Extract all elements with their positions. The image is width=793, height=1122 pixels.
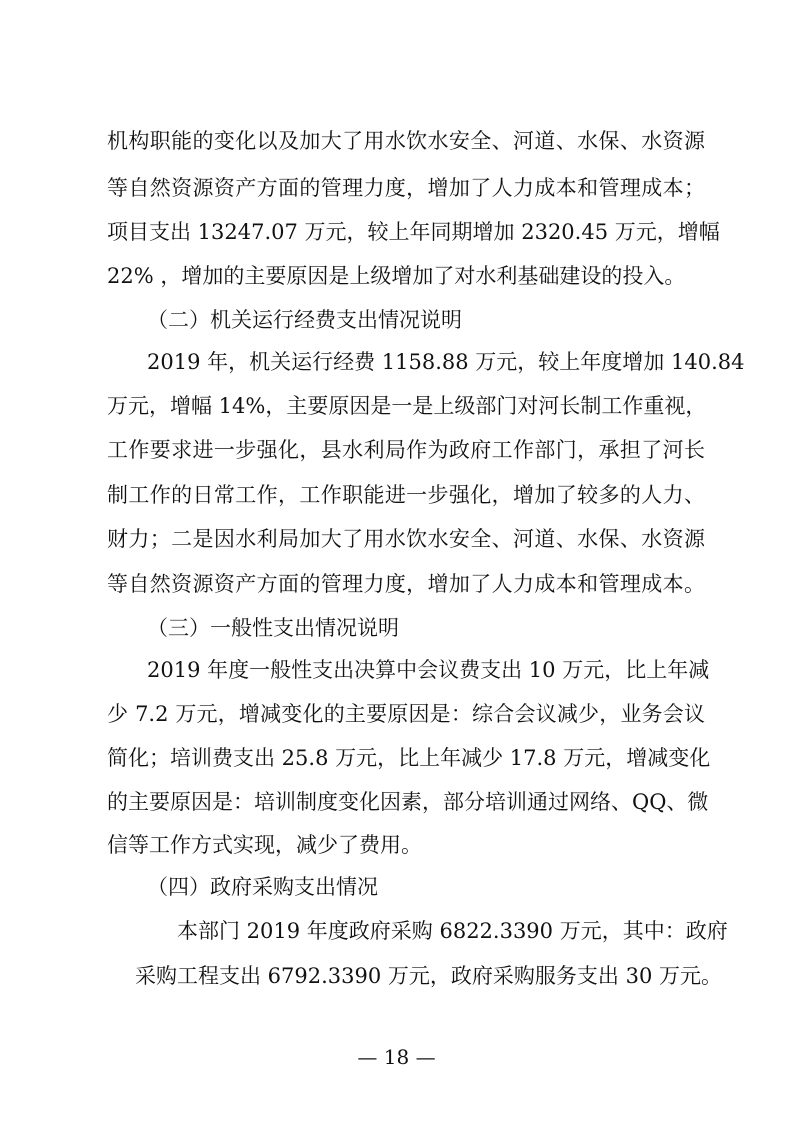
body-line-6: 2019 年，机关运行经费 1158.88 万元，较上年度增加 140.84 (147, 350, 745, 374)
body-line-1: 机构职能的变化以及加大了用水饮水安全、河道、水保、水资源 (107, 129, 705, 153)
body-line-19: 本部门 2019 年度政府采购 6822.3390 万元，其中：政府 (177, 919, 728, 943)
page-number: — 18 — (357, 1045, 436, 1069)
body-line-9: 制工作的日常工作，工作职能进一步强化，增加了较多的人力、 (107, 483, 705, 507)
body-line-17: 信等工作方式实现，减少了费用。 (107, 833, 422, 857)
body-line-2: 等自然资源资产方面的管理力度，增加了人力成本和管理成本； (107, 176, 705, 200)
body-line-14: 少 7.2 万元，增减变化的主要原因是：综合会议减少，业务会议 (107, 702, 705, 726)
section-heading-4: （四）政府采购支出情况 (147, 875, 378, 899)
body-line-20: 采购工程支出 6792.3390 万元，政府采购服务支出 30 万元。 (135, 964, 722, 988)
section-heading-3: （三）一般性支出情况说明 (147, 616, 399, 640)
body-line-8: 工作要求进一步强化，县水利局作为政府工作部门，承担了河长 (107, 438, 705, 462)
body-line-4: 22% ，增加的主要原因是上级增加了对水利基础建设的投入。 (107, 264, 686, 288)
body-line-10: 财力；二是因水利局加大了用水饮水安全、河道、水保、水资源 (107, 527, 705, 551)
body-line-7: 万元，增幅 14%，主要原因是一是上级部门对河长制工作重视， (107, 394, 707, 418)
body-line-13: 2019 年度一般性支出决算中会议费支出 10 万元，比上年减 (147, 658, 710, 682)
section-heading-2: （二）机关运行经费支出情况说明 (147, 308, 462, 332)
body-line-16: 的主要原因是：培训制度变化因素，部分培训通过网络、QQ、微 (107, 790, 709, 814)
body-line-11: 等自然资源资产方面的管理力度，增加了人力成本和管理成本。 (107, 572, 705, 596)
body-line-15: 简化；培训费支出 25.8 万元，比上年减少 17.8 万元，增减变化 (107, 746, 711, 770)
body-line-3: 项目支出 13247.07 万元，较上年同期增加 2320.45 万元，增幅 (107, 220, 720, 244)
